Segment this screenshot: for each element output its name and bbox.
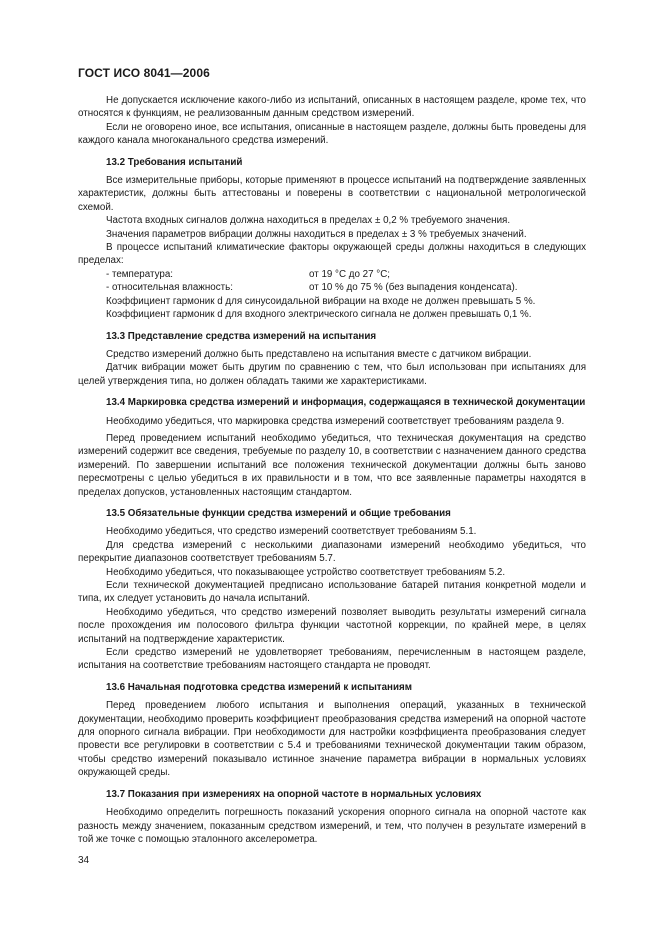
paragraph: Коэффициент гармоник d для входного электрического сигнала не должен превышать 0,1 %. — [106, 309, 532, 321]
condition-value: от 19 °С до 27 °С; — [309, 268, 390, 280]
paragraph: Если средство измерений не удовлетворяет требованиям, перечисленным в настоящем разделе, испытания на соответствие требованиям настоящего стандарта не проводят. — [78, 647, 586, 672]
section-heading: 13.6 Начальная подготовка средства измерений к испытаниям — [106, 681, 412, 693]
condition-row — [78, 281, 586, 294]
condition-value: от 10 % до 75 % (без выпадения конденсата). — [309, 282, 518, 294]
section-heading: 13.7 Показания при измерениях на опорной частоте в нормальных условиях — [106, 788, 482, 800]
paragraph: Датчик вибрации может быть другим по сравнению с тем, что был использован при испытаниях для целей утверждения типа, но должен обладать такими же характеристиками. — [78, 362, 586, 387]
section-heading: 13.2 Требования испытаний — [106, 156, 243, 168]
standard-header: ГОСТ ИСО 8041—2006 — [78, 66, 210, 80]
paragraph: Не допускается исключение какого-либо из испытаний, описанных в настоящем разделе, кроме тех, что относятся к функциям, не реализованным данным средством измерений. — [78, 95, 586, 120]
paragraph: Значения параметров вибрации должны находиться в пределах ± 3 % требуемых значений. — [106, 228, 527, 240]
paragraph: Все измерительные приборы, которые применяют в процессе испытаний на подтверждение заявленных характеристик, должны быть аттестованы и поверены в соответствии с национальной метрологической схемой. — [78, 175, 586, 213]
page-number: 34 — [78, 855, 90, 866]
paragraph: Частота входных сигналов должна находиться в пределах ± 0,2 % требуемого значения. — [106, 215, 511, 227]
section-heading: 13.4 Маркировка средства измерений и информация, содержащаяся в технической документации — [106, 397, 586, 409]
section-heading: 13.3 Представление средства измерений на испытания — [106, 330, 377, 342]
condition-row — [78, 268, 586, 281]
paragraph: Если не оговорено иное, все испытания, описанные в настоящем разделе, должны быть проведены для каждого канала многоканального средства измерений. — [78, 121, 586, 147]
document-body — [78, 94, 586, 846]
paragraph: Необходимо убедиться, что показывающее устройство соответствует требованиям 5.2. — [106, 566, 506, 578]
paragraph: Если технической документацией предписано использование батарей питания конкретной модели и типа, их следует установить до начала испытаний. — [78, 580, 586, 605]
paragraph: Необходимо убедиться, что средство измерений соответствует требованиям 5.1. — [106, 526, 477, 538]
paragraph: Коэффициент гармоник d для синусоидальной вибрации на входе не должен превышать 5 %. — [106, 295, 536, 307]
section-heading: 13.5 Обязательные функции средства измерений и общие требования — [106, 507, 451, 519]
paragraph: Необходимо убедиться, что маркировка средства измерений соответствует требованиям раздела 9. — [106, 415, 565, 427]
paragraph: Средство измерений должно быть представлено на испытания вместе с датчиком вибрации. — [106, 348, 532, 360]
condition-label: - относительная влажность: — [106, 282, 233, 294]
paragraph: Перед проведением испытаний необходимо убедиться, что техническая документация на средство измерений содержит все сведения, требуемые по разделу 10, в соответствии с назначением данного средства измерений. По завершении испытаний все положения технической документации должны быть заново пересмотрены с целью убедиться в их правильности и в том, что все заявленные параметры находятся в пределах допусков, установленных настоящим стандартом. — [78, 432, 586, 498]
paragraph: Перед проведением любого испытания и выполнения операций, указанных в технической документации, необходимо проверить коэффициент преобразования средства измерений на опорной частоте для опорного сигнала вибрации. При необходимости для настройки коэффициента преобразования следует провести все регулировки в соответствии с 5.4 и требованиями технической документации таким образом, чтобы средство измерений показывало истинное значение параметра вибрации в нормальных условиях окружающей среды. — [78, 700, 586, 779]
paragraph: Необходимо определить погрешность показаний ускорения опорного сигнала на опорной частоте как разность между значением, показанным средством измерений, и тем, что получен в результате измерений в той же точке с помощью эталонного акселерометра. — [78, 807, 586, 845]
paragraph: Для средства измерений с несколькими диапазонами измерений необходимо убедиться, что перекрытие диапазонов соответствует требованиям 5.7. — [78, 539, 586, 565]
condition-label: - температура: — [106, 268, 173, 280]
paragraph: Необходимо убедиться, что средство измерений позволяет выводить результаты измерений сигнала после прохождения им полосового фильтра функции частотной коррекции, по крайней мере, в целях испытаний на подтверждение характеристик. — [78, 606, 586, 645]
paragraph: В процессе испытаний климатические факторы окружающей среды должны находиться в следующих пределах: — [78, 242, 586, 267]
